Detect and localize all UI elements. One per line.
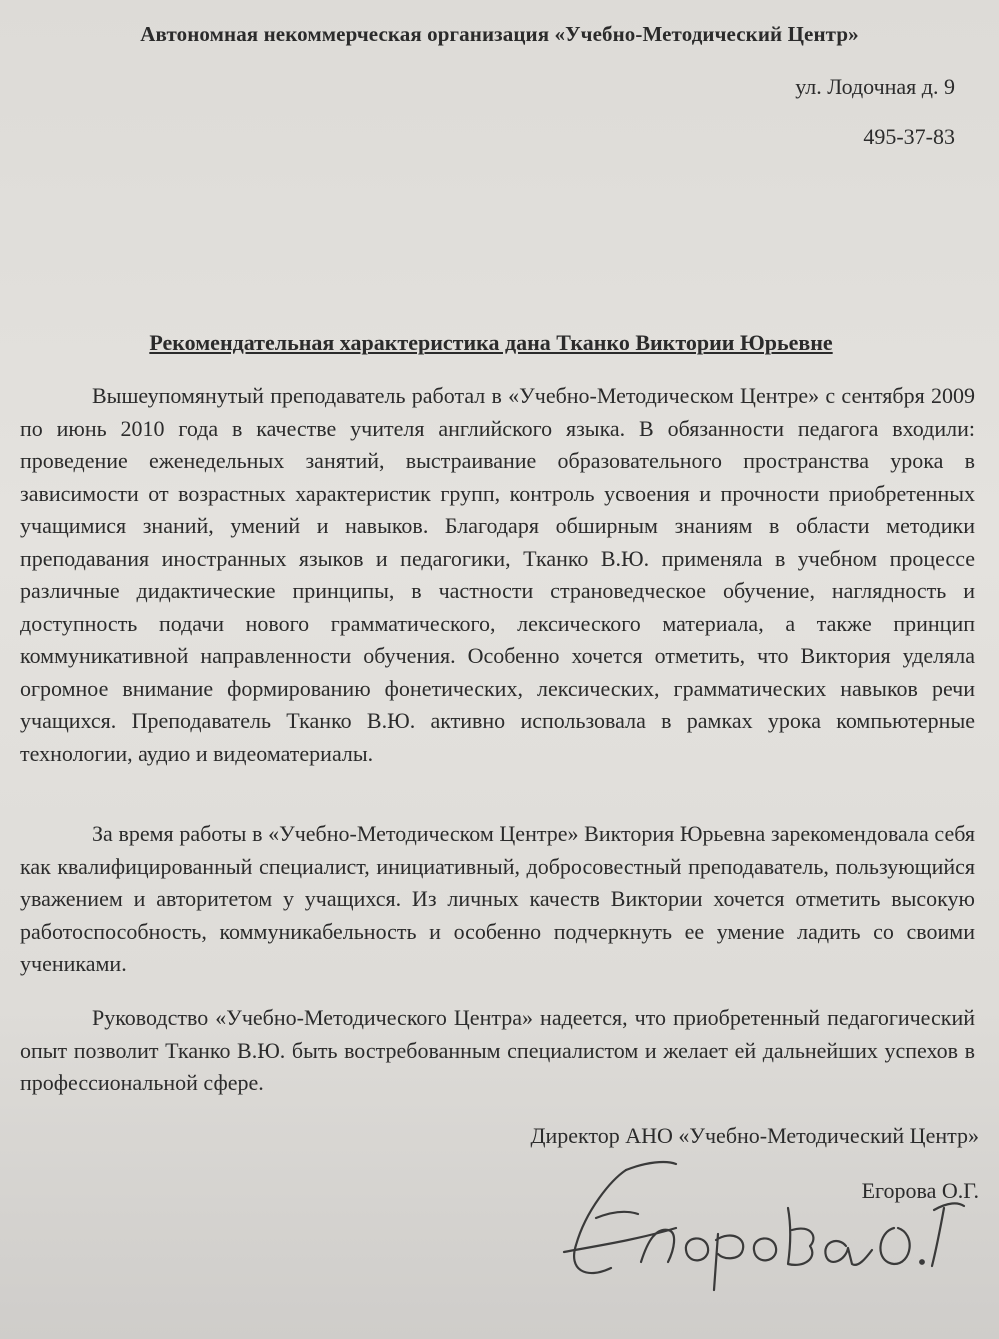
address-line: ул. Лодочная д. 9 bbox=[795, 74, 955, 99]
phone-number: 495-37-83 bbox=[863, 124, 955, 149]
handwritten-signature bbox=[556, 1150, 966, 1300]
paragraph-text: За время работы в «Учебно-Методическом Центре» Виктория Юрьевна зарекомендовала себя как квалифицированный специалист, инициативный, добросовестный преподаватель, пользующийся уважением и авторитетом у учащихся. Из личных качеств Виктории хочется отметить высокую работоспособность, коммуникабельность и особенно подчеркнуть ее умение ладить со своими учениками. bbox=[20, 821, 975, 976]
signer-position: Директор АНО «Учебно-Методический Центр» bbox=[530, 1123, 979, 1148]
paragraph-text: Руководство «Учебно-Методического Центра» надеется, что приобретенный педагогический опыт позволит Тканко В.Ю. быть востребованным специалистом и желает ей дальнейших успехов в профессиональной сфере. bbox=[20, 1005, 975, 1095]
paragraph-text: Вышеупомянутый преподаватель работал в «Учебно-Методическом Центре» с сентября 2009 по июнь 2010 года в качестве учителя английского языка. В обязанности педагога входили: проведение еженедельных занятий, выстраивание образовательного пространства урока в зависимости от возрастных характеристик групп, контроль усвоения и прочности приобретенных учащимися знаний, умений и навыков. Благодаря обширным знаниям в области методики преподавания иностранных языков и педагогики, Тканко В.Ю. применяла в учебном процессе различные дидактические принципы, в частности страноведческое обучение, наглядность и доступность подачи нового грамматического, лексического материала, а также принцип коммуникативной направленности обучения. Особенно хочется отметить, что Виктория уделяла огромное внимание формированию фонетических, лексических, грамматических навыков речи учащихся. Преподаватель Тканко В.Ю. активно использовала в рамках урока компьютерные технологии, аудио и видеоматериалы. bbox=[20, 383, 975, 766]
signer-name: Егорова О.Г. bbox=[861, 1178, 979, 1203]
paragraph-experience bbox=[20, 380, 975, 770]
paragraph-wishes bbox=[20, 1002, 975, 1100]
organization-header: Автономная некоммерческая организация «Учебно-Методический Центр» bbox=[140, 22, 859, 46]
document-title: Рекомендательная характеристика дана Тканко Виктории Юрьевне bbox=[149, 330, 833, 355]
paragraph-qualities bbox=[20, 818, 975, 981]
